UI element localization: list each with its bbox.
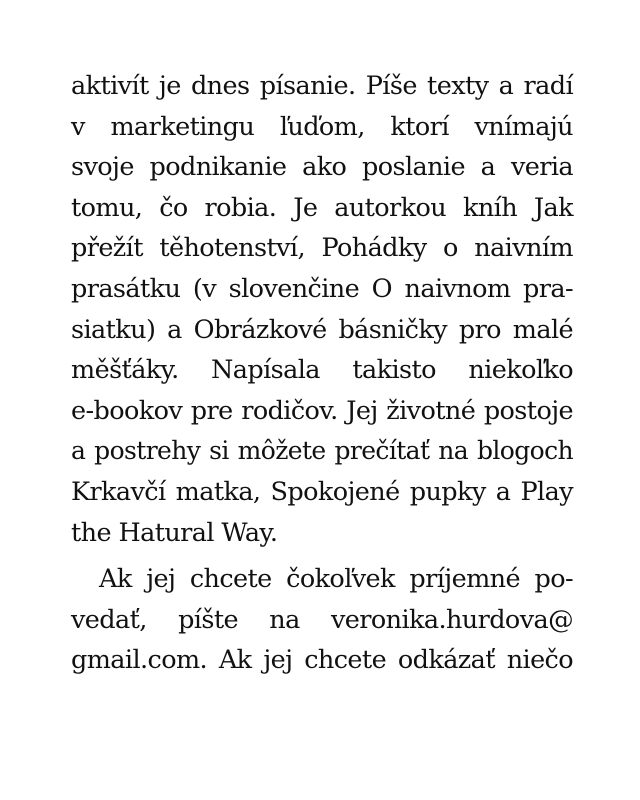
text-line: svoje podnikanie ako poslanie a veria	[71, 152, 573, 183]
text-line: siatku) a Obrázkové básničky pro malé	[71, 314, 573, 345]
text-line: prasátku (v slovenčine O naivnom pra-	[71, 273, 573, 304]
paragraph-1	[71, 66, 573, 553]
text-line: gmail.com. Ak jej chcete odkázať niečo	[71, 645, 573, 676]
text-line: vedať, píšte na veronika.hurdova@	[71, 604, 573, 635]
page-text	[71, 66, 573, 681]
text-line: the Hatural Way.	[71, 517, 278, 548]
text-line: a postrehy si môžete prečítať na blogoch	[71, 436, 573, 466]
paragraph-2	[71, 559, 573, 681]
text-line: aktivít je dnes písanie. Píše texty a radí	[71, 71, 573, 101]
text-line: Krkavčí matka, Spokojené pupky a Play	[71, 476, 573, 507]
text-line: v marketingu ľuďom, ktorí vnímajú	[71, 111, 573, 142]
text-line: přežít těhotenství, Pohádky o naivním	[71, 233, 573, 264]
text-line: tomu, čo robia. Je autorkou kníh Jak	[71, 192, 573, 223]
text-line: měšťáky. Napísala takisto niekoľko	[71, 355, 573, 386]
text-line: e-bookov pre rodičov. Jej životné postoje	[71, 395, 573, 426]
text-line: Ak jej chcete čokoľvek príjemné po-	[99, 564, 573, 595]
